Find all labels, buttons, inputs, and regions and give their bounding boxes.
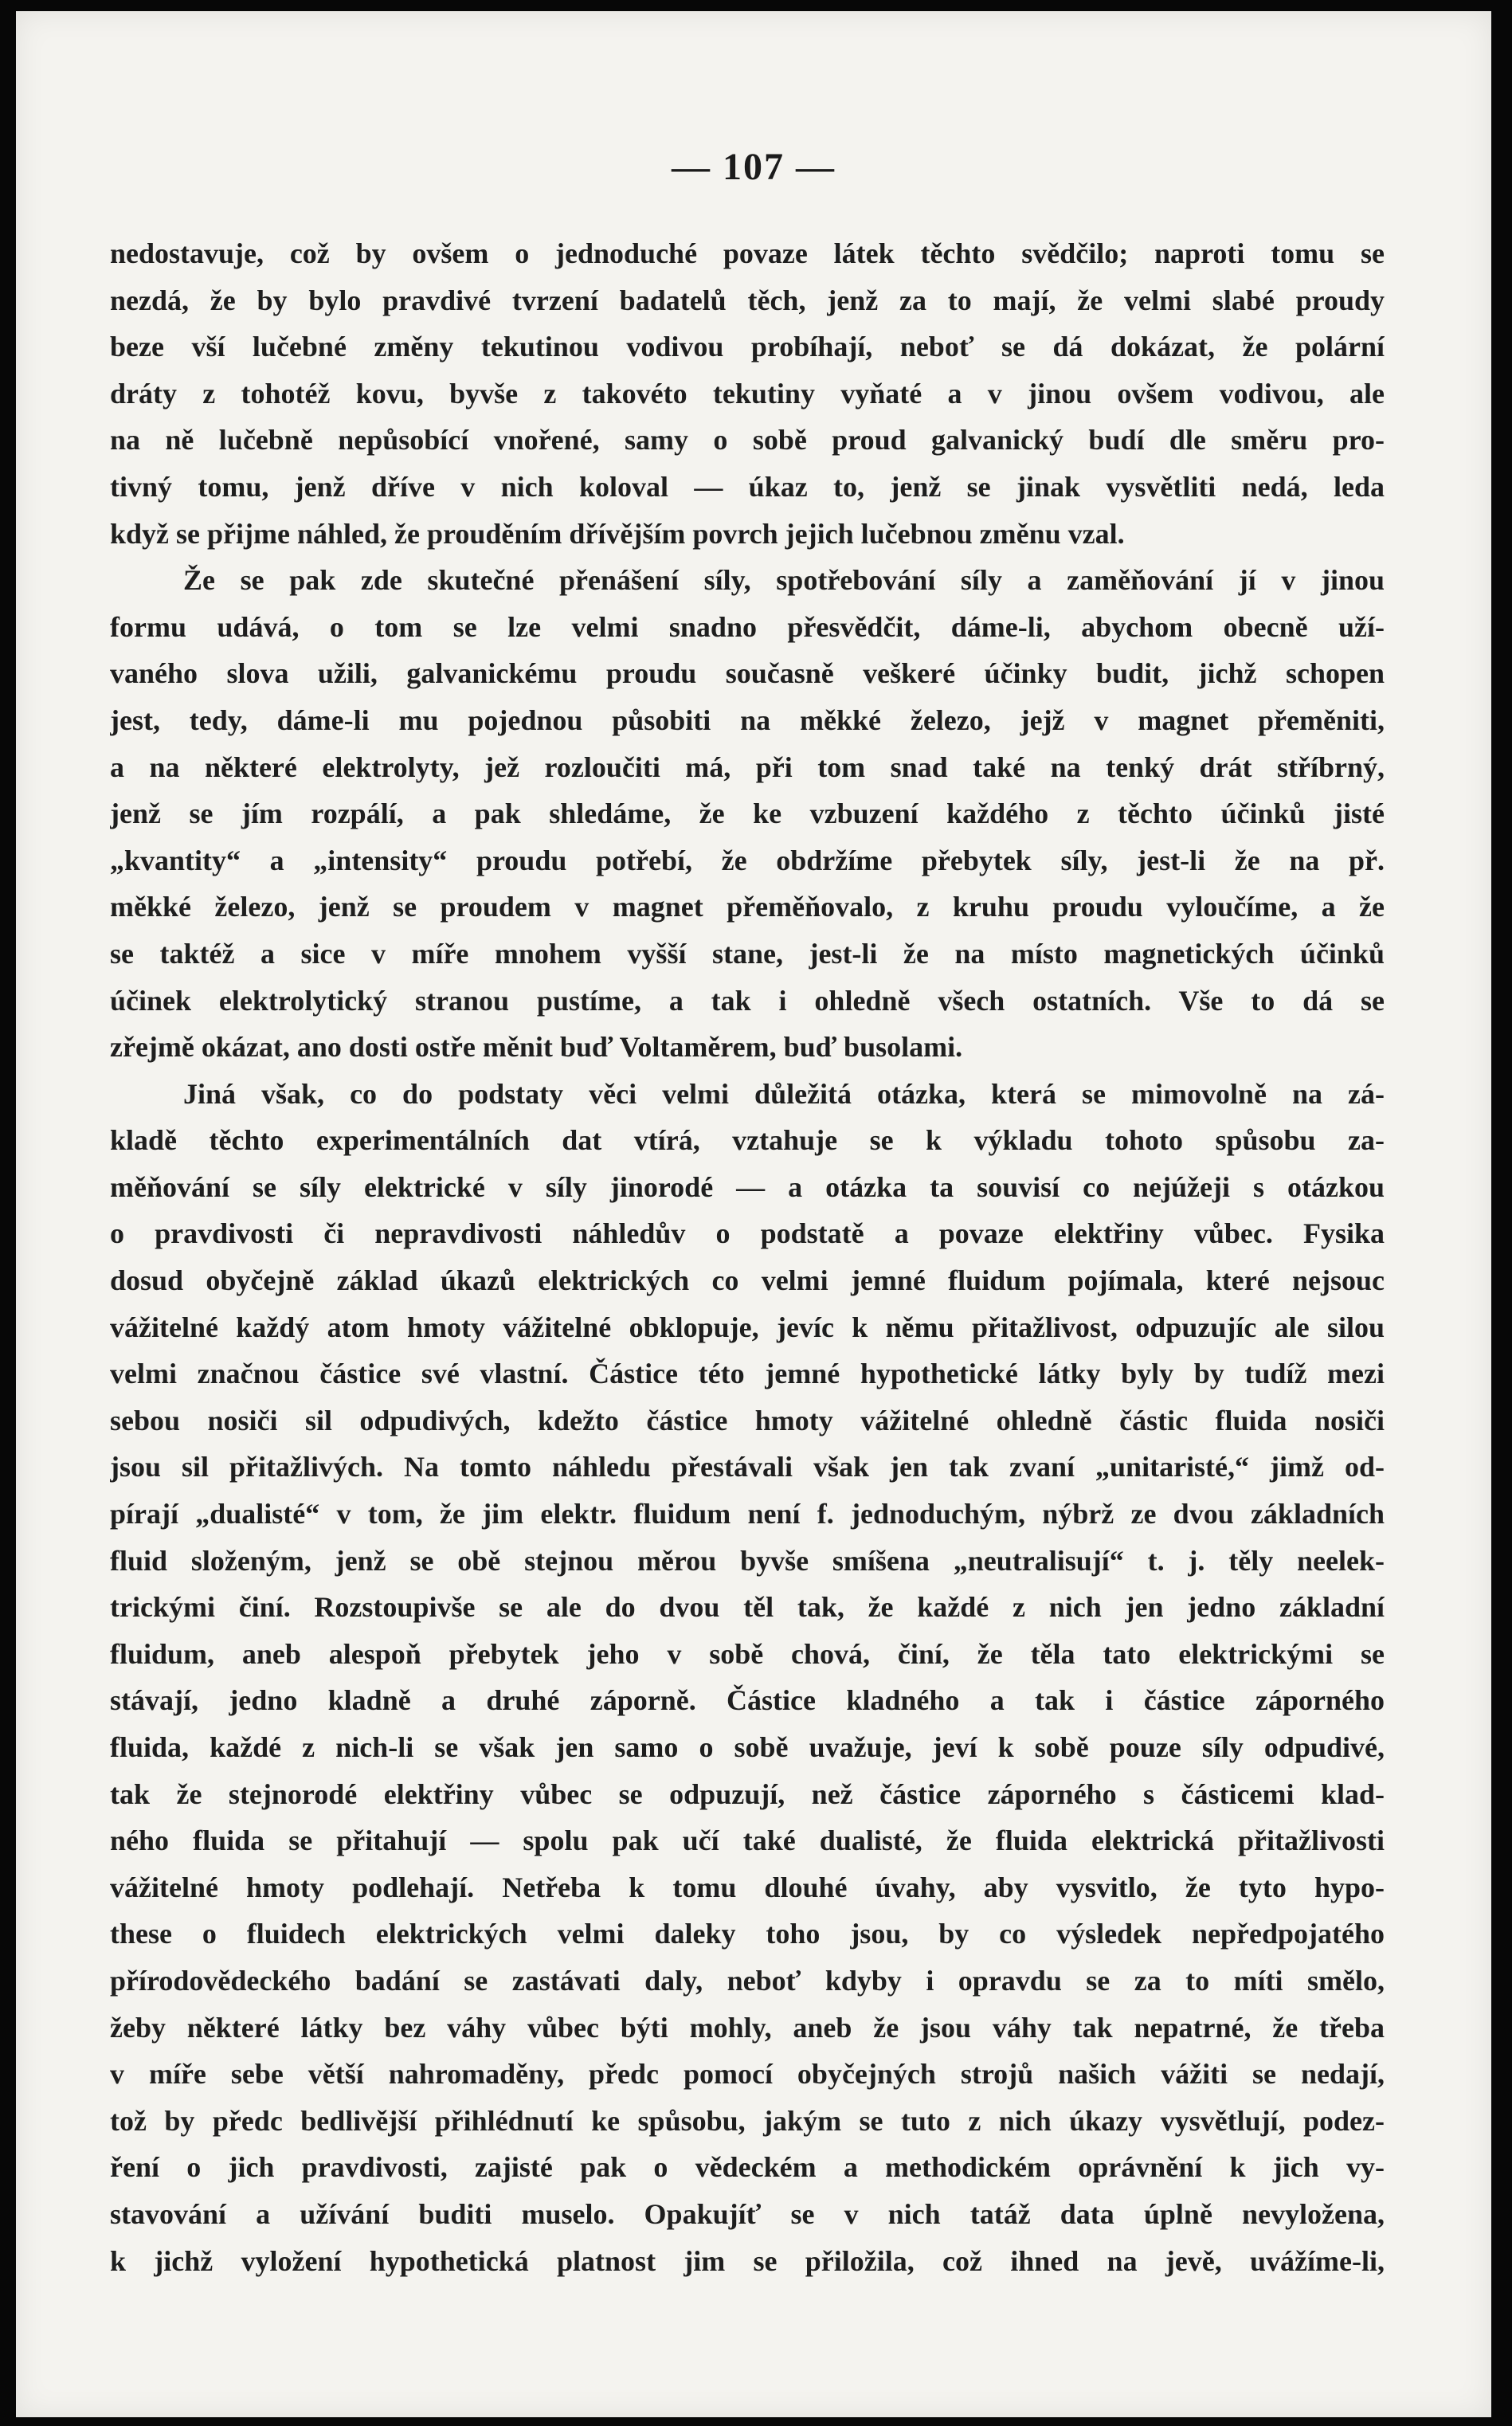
text-line: vážitelné hmoty podlehají. Netřeba k tomu dlouhé úvahy, aby vysvitlo, že tyto hypo- [110,1871,1385,1903]
text-line: formu udává, o tom se lze velmi snadno přesvědčit, dáme-li, abychom obecně uží- [110,610,1385,643]
text-line: beze vší lučebné změny tekutinou vodivou probíhají, neboť se dá dokázat, že polární [110,331,1385,363]
text-line: vážitelné každý atom hmoty vážitelné obklopuje, jevíc k němu přitažlivost, odpuzujíc ale silou [110,1311,1385,1343]
text-line: o pravdivosti či nepravdivosti náhledův o podstatě a povaze elektřiny vůbec. Fysika [110,1217,1385,1250]
text-line: stávají, jedno kladně a druhé záporně. Částice kladného a tak i částice záporného [110,1684,1385,1717]
body-text [110,230,1385,2284]
text-line: pírají „dualisté“ v tom, že jim elektr. fluidum není f. jednoduchým, nýbrž ze dvou základních [110,1498,1385,1530]
text-line: nedostavuje, což by ovšem o jednoduché povaze látek těchto svědčilo; naproti tomu se [110,237,1385,269]
text-line: velmi značnou částice své vlastní. Částice této jemné hypothetické látky byly by tudíž mezi [110,1358,1385,1390]
text-line: když se přijme náhled, že prouděním dřívějším povrch jejich lučebnou změnu vzal. [110,517,1125,550]
text-line: trickými činí. Rozstoupivše se ale do dvou těl tak, že každé z nich jen jedno základní [110,1591,1385,1624]
text-line: these o fluidech elektrických velmi daleky toho jsou, by co výsledek nepředpojatého [110,1918,1385,1950]
text-line: tož by předc bedlivější přihlédnutí ke spůsobu, jakým se tuto z nich úkazy vysvětlují, podez- [110,2104,1385,2137]
page-number: — 107 — [672,146,836,188]
text-line: na ně lučebně nepůsobící vnořené, samy o sobě proud galvanický budí dle směru pro- [110,424,1385,457]
text-line: tivný tomu, jenž dříve v nich koloval — úkaz to, jenž se jinak vysvětliti nedá, leda [110,470,1385,503]
text-line: jest, tedy, dáme-li mu pojednou působiti na měkké železo, jejž v magnet přeměniti, [110,704,1385,736]
text-line: měkké železo, jenž se proudem v magnet přeměňovalo, z kruhu proudu vyloučíme, a že [110,891,1385,923]
text-line: nezdá, že by bylo pravdivé tvrzení badatelů těch, jenž za to mají, že velmi slabé proudy [110,284,1385,316]
text-line: v míře sebe větší nahromaděny, předc pomocí obyčejných strojů našich vážiti se nedají, [110,2058,1385,2091]
text-line: stavování a užívání buditi muselo. Opakujíť se v nich tatáž data úplně nevyložena, [110,2197,1385,2230]
text-line: ření o jich pravdivosti, zajisté pak o vědeckém a methodickém oprávnění k jich vy- [110,2151,1385,2184]
text-line: fluidum, aneb alespoň přebytek jeho v sobě chová, činí, že těla tato elektrickými se [110,1637,1385,1670]
text-line: žeby některé látky bez váhy vůbec býti mohly, aneb že jsou váhy tak nepatrné, že třeba [110,2011,1385,2044]
text-line: k jichž vyložení hypothetická platnost jim se přiložila, což ihned na jevě, uvážíme-li, [110,2244,1385,2277]
text-line: tak že stejnorodé elektřiny vůbec se odpuzují, než částice záporného s částicemi klad- [110,1777,1385,1810]
text-line: Že se pak zde skutečné přenášení síly, spotřebování síly a zaměňování jí v jinou [183,564,1385,597]
text-line: účinek elektrolytický stranou pustíme, a tak i ohledně všech ostatních. Vše to dá se [110,984,1385,1017]
text-line: fluid složeným, jenž se obě stejnou měrou byvše smíšena „neutralisují“ t. j. těly neelek- [110,1544,1385,1577]
text-line: a na některé elektrolyty, jež rozloučiti má, při tom snad také na tenký drát stříbrný, [110,751,1385,783]
text-line: dosud obyčejně základ úkazů elektrických co velmi jemné fluidum pojímala, které nejsouc [110,1264,1385,1297]
text-line: ného fluida se přitahují — spolu pak učí také dualisté, že fluida elektrická přitažlivosti [110,1824,1385,1857]
text-line: kladě těchto experimentálních dat vtírá, vztahuje se k výkladu tohoto spůsobu za- [110,1124,1385,1157]
text-line: zřejmě okázat, ano dosti ostře měnit buď Voltaměrem, buď busolami. [110,1031,963,1064]
text-line: Jiná však, co do podstaty věci velmi důležitá otázka, která se mimovolně na zá- [183,1077,1385,1110]
text-line: jsou sil přitažlivých. Na tomto náhledu přestávali však jen tak zvaní „unitaristé,“ jimž od- [110,1451,1385,1483]
text-line: vaného slova užili, galvanickému proudu současně veškeré účinky budit, jichž schopen [110,657,1385,690]
text-line: „kvantity“ a „intensity“ proudu potřebí, že obdržíme přebytek síly, jest-li že na př. [110,844,1385,876]
text-line: sebou nosiči sil odpudivých, kdežto částice hmoty vážitelné ohledně částic fluida nosiči [110,1404,1385,1436]
text-line: měňování se síly elektrické v síly jinorodé — a otázka ta souvisí co nejúžeji s otázkou [110,1170,1385,1203]
scanned-page [16,11,1491,2417]
text-line: se taktéž a sice v míře mnohem vyšší stane, jest-li že na místo magnetických účinků [110,937,1385,970]
text-line: jenž se jím rozpálí, a pak shledáme, že ke vzbuzení každého z těchto účinků jisté [110,798,1385,830]
text-line: dráty z tohotéž kovu, byvše z takovéto tekutiny vyňaté a v jinou ovšem vodivou, ale [110,377,1385,410]
text-line: fluida, každé z nich-li se však jen samo o sobě uvažuje, jeví k sobě pouze síly odpudivé, [110,1731,1385,1763]
text-line: přírodovědeckého badání se zastávati daly, neboť kdyby i opravdu se za to míti smělo, [110,1964,1385,1997]
